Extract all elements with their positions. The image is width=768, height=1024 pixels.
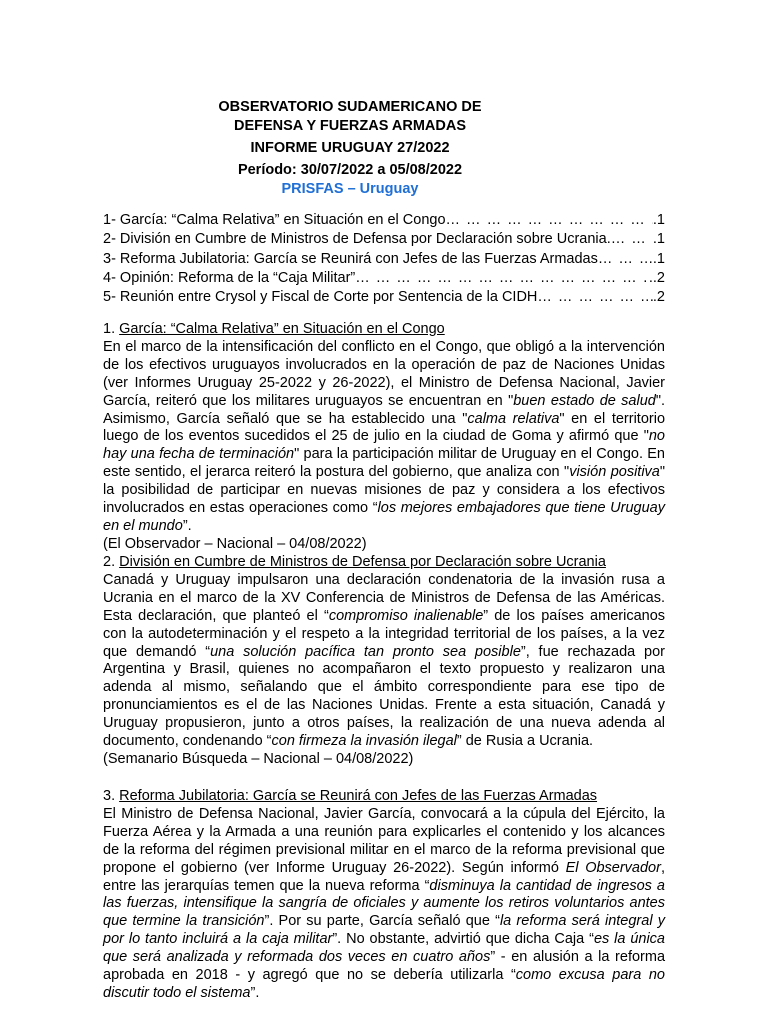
quote-text: con firmeza la invasión ilegal	[271, 733, 457, 750]
news-section-1	[103, 321, 665, 554]
toc-item-title: 3- Reforma Jubilatoria: García se Reunirá con Jefes de las Fuerzas Armadas	[103, 250, 598, 267]
quote-text: como excusa para no discutir todo el sistema	[103, 967, 665, 1001]
toc-leader-dots	[446, 211, 653, 230]
body-text: ” de Rusia a Ucrania.	[456, 733, 594, 750]
toc-item-page: .1	[652, 212, 665, 228]
toc-leader-dots	[611, 230, 653, 249]
section-heading	[103, 321, 665, 339]
header-line-2: DEFENSA Y FUERZAS ARMADAS	[233, 118, 467, 134]
body-text: " la posibilidad de participar en nuevas misiones de paz y considera a los efectivos involucrados en estas operaciones como “	[103, 464, 666, 517]
quote-text: una solución pacífica tan pronto sea posible	[210, 643, 521, 660]
quote-text: buen estado de salud	[513, 392, 656, 409]
report-title: INFORME URUGUAY 27/2022	[250, 140, 450, 156]
quote-text: calma relativa	[467, 410, 560, 427]
toc-item[interactable]	[103, 288, 665, 307]
body-text: " para la participación militar de Uruguay en el Congo. En este sentido, el jerarca reiteró la postura del gobierno, que analiza con "	[103, 446, 665, 481]
body-text: ”, fue rechazada por Argentina y Brasil, quienes no acompañaron el texto propuesto y realizaron una adenda al mismo, señalando que el ámbito correspondiente para ese tipo de pronunciamientos es el de las Naciones Unidas. Frente a esta situación, Canadá y Uruguay propusieron, junto a otros países, la realización de una nueva adenda al documento, condenando “	[103, 643, 665, 750]
body-text: ”.	[182, 517, 192, 534]
toc-item-title: 2- División en Cumbre de Ministros de Defensa por Declaración sobre Ucrania.	[103, 231, 611, 248]
toc-leader-dots	[355, 269, 649, 288]
quote-text: es la única que será analizada y reformada dos veces en cuatro años	[103, 931, 665, 966]
quote-text: la reforma será integral y por lo tanto incluirá a la caja militar	[103, 913, 665, 948]
section-body	[103, 572, 665, 751]
body-text: " en el territorio luego de los eventos sucedidos el 25 de julio en la ciudad de Goma y afirmó que "	[103, 410, 666, 445]
toc-item[interactable]	[103, 211, 665, 230]
table-of-contents	[103, 211, 665, 307]
section-number: 1.	[103, 321, 116, 337]
news-section-3	[103, 788, 665, 1003]
quote-text: visión positiva	[569, 464, 660, 481]
body-text: ” - en alusión a la reforma aprobada en 2018 - y agregó que no se debería utilizarla “	[103, 949, 666, 984]
report-organization: PRISFAS – Uruguay	[281, 181, 419, 197]
quote-text: disminuya la cantidad de ingresos a las fuerzas, intensifique la sangría de oficiales y aumente los retiros voluntarios antes que termine la transición	[103, 877, 665, 930]
header-line-1: OBSERVATORIO SUDAMERICANO DE	[218, 99, 482, 115]
section-title: División en Cumbre de Ministros de Defensa por Declaración sobre Ucrania	[119, 554, 606, 570]
section-number: 3.	[103, 788, 116, 804]
news-section-2	[103, 554, 665, 769]
toc-item-page: .1	[652, 231, 665, 248]
toc-item-page: ..2	[648, 269, 665, 286]
toc-item-page: .2	[652, 289, 665, 306]
section-heading	[103, 788, 665, 806]
toc-item[interactable]	[103, 269, 665, 288]
report-period: Período: 30/07/2022 a 05/08/2022	[237, 162, 463, 178]
section-title: Reforma Jubilatoria: García se Reunirá con Jefes de las Fuerzas Armadas	[119, 788, 598, 804]
body-text: En el marco de la intensificación del conflicto en el Congo, que obligó a la intervención de los efectivos uruguayos involucrados en la operación de paz de Naciones Unidas (ver Informes Uruguay 25-2022 y 26-2022), el Ministro de Defensa Nacional, Javier García, reiteró que los militares uruguayos se encuentran en "	[103, 338, 665, 409]
body-text: ”.	[250, 984, 260, 1001]
body-text: ” de los países americanos con la autodeterminación y el respeto a la integridad territorial de los países, a la vez que demandó “	[103, 607, 666, 660]
toc-item[interactable]	[103, 250, 665, 269]
toc-leader-dots	[598, 250, 653, 269]
section-title: García: “Calma Relativa” en Situación en el Congo	[119, 321, 445, 337]
toc-leader-dots	[537, 288, 653, 307]
toc-item-title: 4- Opinión: Reforma de la “Caja Militar”	[103, 269, 356, 286]
body-text: , entre las jerarquías temen que la nueva reforma “	[103, 859, 665, 894]
section-body	[103, 339, 665, 536]
quote-text: compromiso inalienable	[328, 607, 484, 624]
body-text: Canadá y Uruguay impulsaron una declaración condenatoria de la invasión rusa a Ucrania en el marco de la XV Conferencia de Ministros de Defensa de las Américas. Esta declaración, que planteó el “	[103, 571, 665, 624]
toc-item-title: 1- García: “Calma Relativa” en Situación en el Congo	[103, 212, 446, 228]
body-text: ". Asimismo, García señaló que se ha establecido una "	[103, 392, 666, 427]
body-text: ”. Por su parte, García señaló que “	[264, 913, 500, 930]
quote-text: no hay una fecha de terminación	[103, 428, 665, 463]
toc-item-page: .1	[652, 250, 665, 267]
section-body	[103, 806, 665, 1003]
body-text: ”. No obstante, advirtió que dicha Caja “	[332, 931, 594, 948]
section-source: (Semanario Búsqueda – Nacional – 04/08/2022)	[103, 750, 414, 767]
toc-item-title: 5- Reunión entre Crysol y Fiscal de Corte por Sentencia de la CIDH	[103, 289, 538, 306]
section-source: (El Observador – Nacional – 04/08/2022)	[103, 535, 367, 552]
section-number: 2.	[103, 554, 116, 570]
section-heading	[103, 554, 665, 572]
toc-item[interactable]	[103, 230, 665, 249]
publication-name: El Observador	[565, 859, 661, 876]
body-text: El Ministro de Defensa Nacional, Javier García, convocará a la cúpula del Ejército, la Fuerza Aérea y la Armada a una reunión para explicarles el contenido y los alcances de la reforma del régimen previsional militar en el marco de la reforma previsional que propone el gobierno (ver Informe Uruguay 26-2022). Según informó	[103, 805, 665, 876]
report-header	[0, 98, 700, 199]
quote-text: los mejores embajadores que tiene Uruguay en el mundo	[103, 500, 665, 534]
